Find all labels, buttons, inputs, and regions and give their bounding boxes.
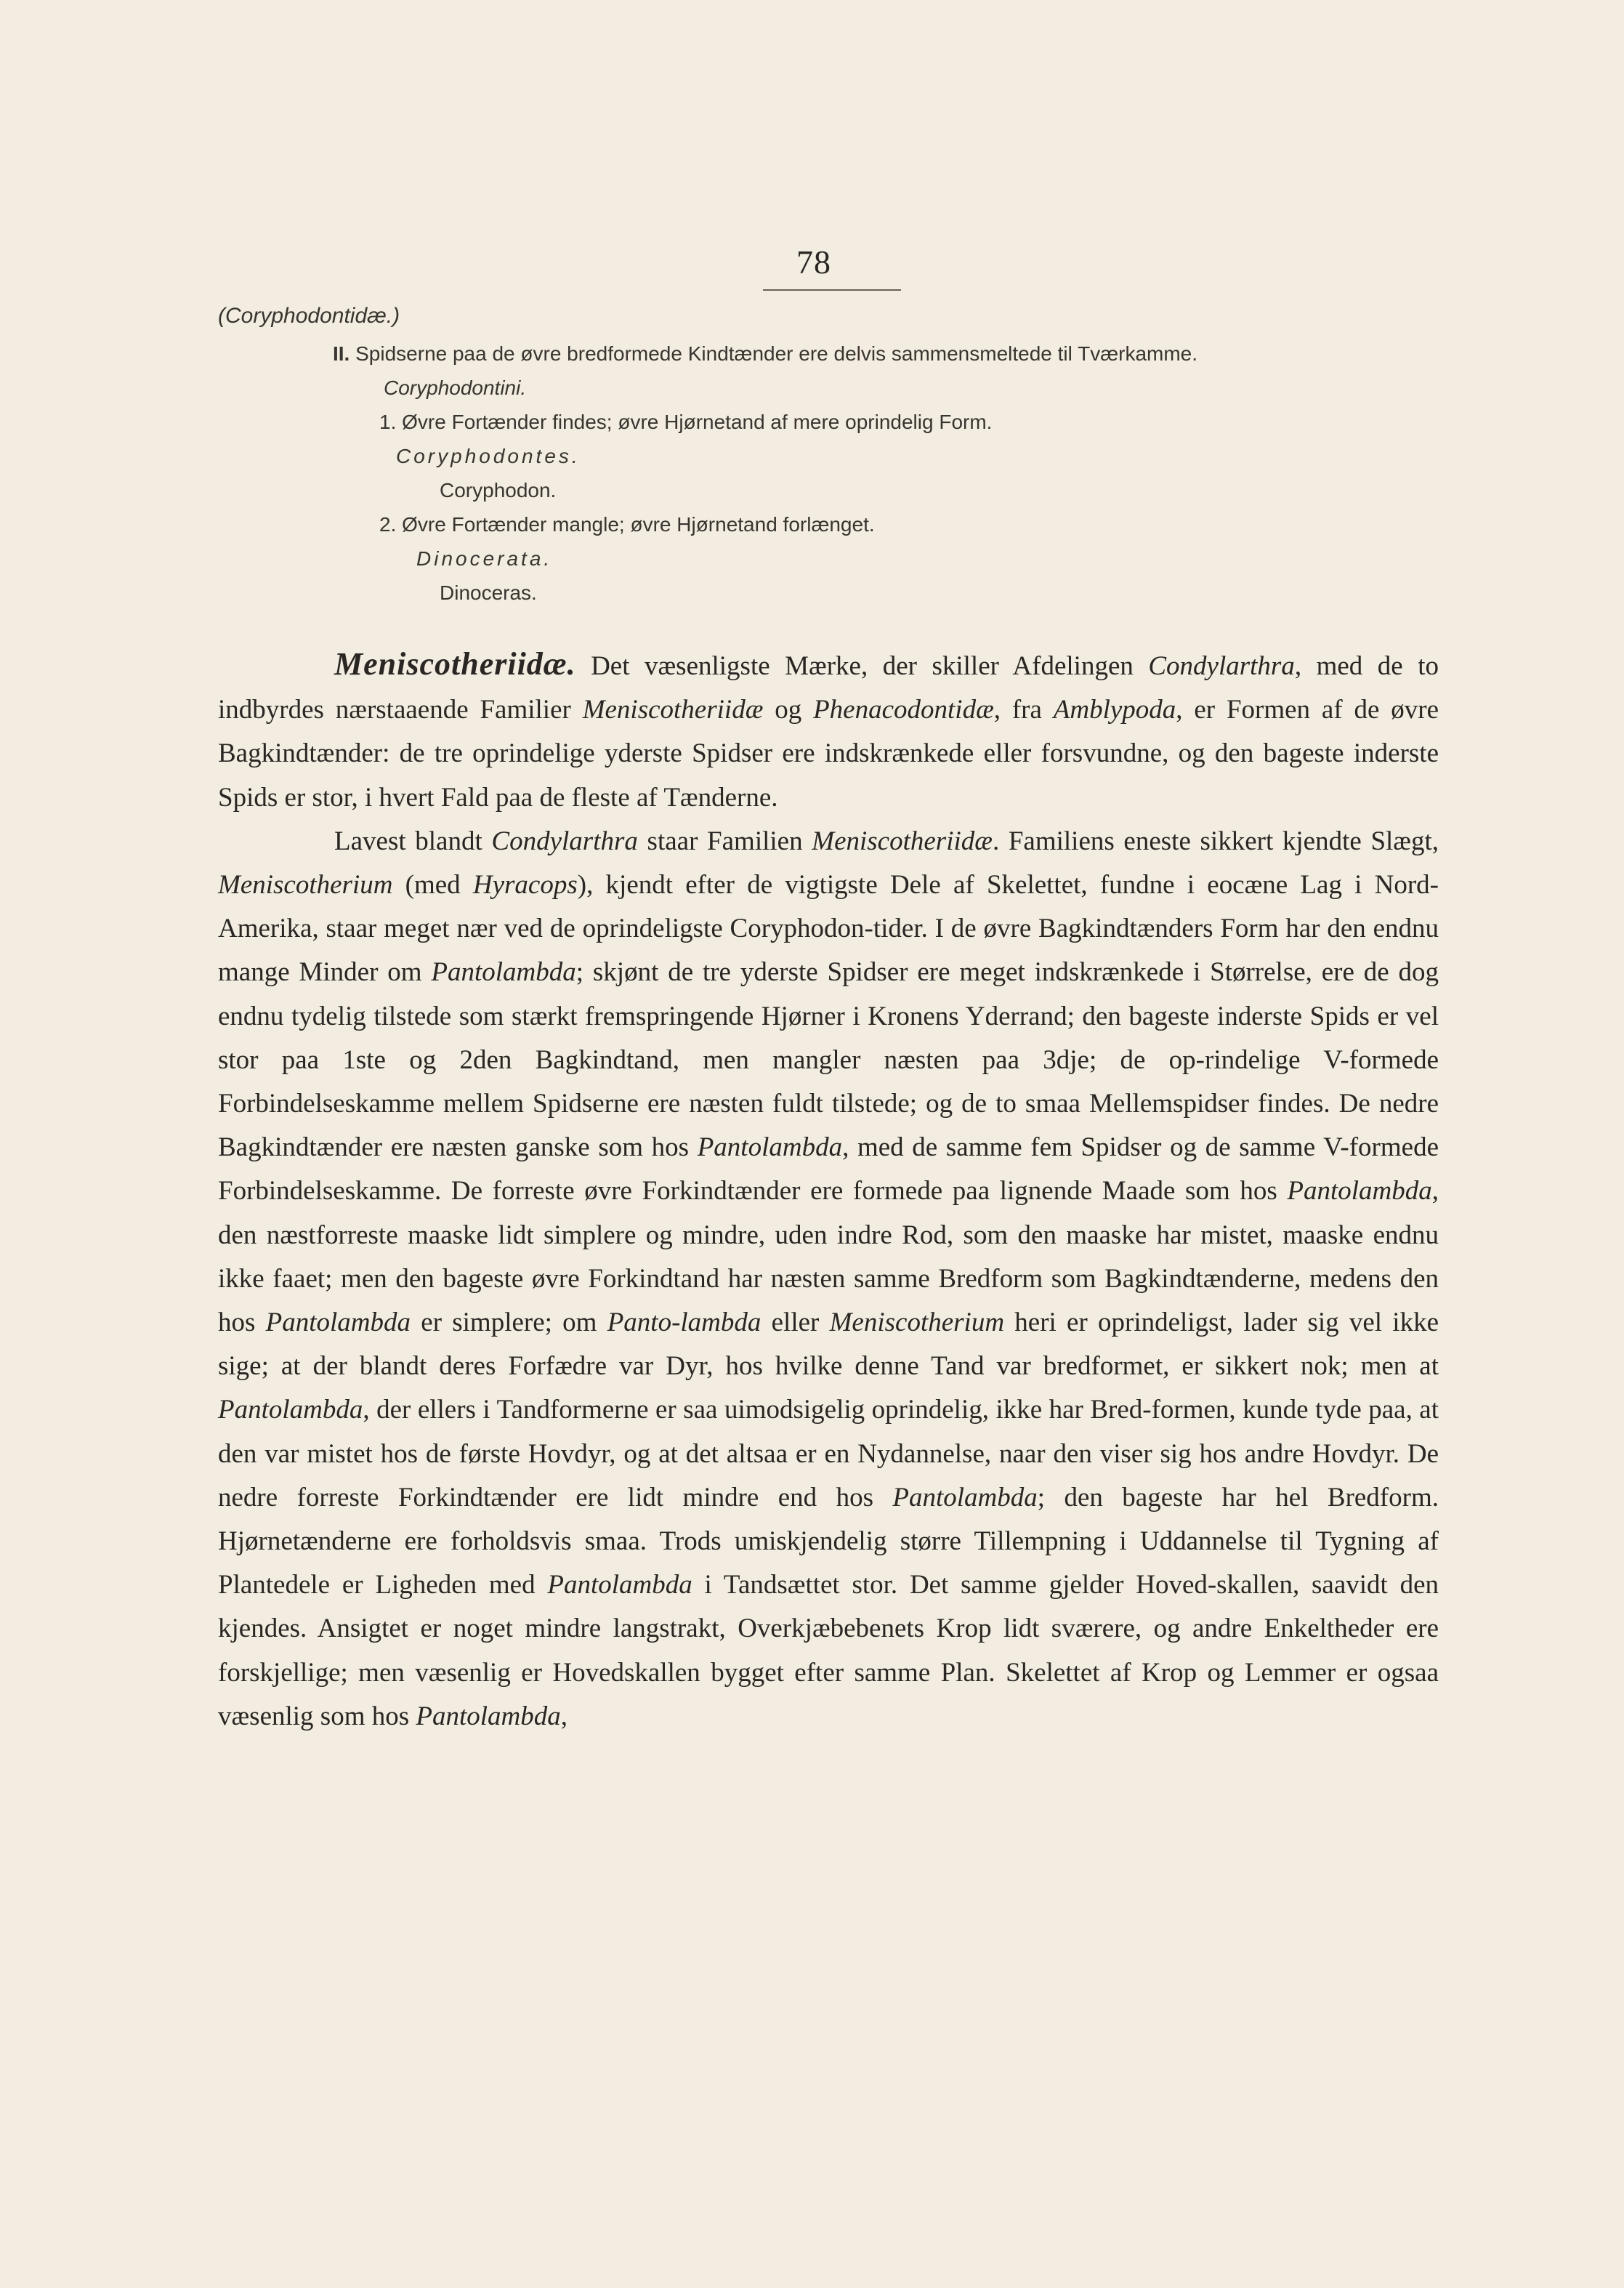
genus-name: Amblypoda — [1053, 695, 1176, 725]
classification-line-1 — [333, 342, 1197, 366]
paragraph-lavest — [218, 820, 1439, 1739]
text-span: ; den bageste har hel Bredform. Hjørnetænderne ere forholdsvis smaa. Trods umiskjendelig større Tillempning i Uddannelse til Tygning af Plantedele er Ligheden med — [218, 1482, 1439, 1600]
classification-line-7: Dinocerata. — [416, 547, 553, 570]
text-span: , der ellers i Tandformerne er saa uimodsigelig oprindelig, ikke har Bred-formen, kunde tyde paa, at den var mistet hos de første Hovdyr, og at det altsaa er en Nydannelse, naar den viser sig hos andre Hovdyr. De nedre forreste Forkindtænder ere lidt mindre end hos — [218, 1395, 1439, 1512]
text-span: er simplere; om — [411, 1308, 607, 1338]
classification-line-3 — [379, 410, 992, 435]
genus-name: Meniscotherium — [218, 870, 393, 901]
genus-name: Meniscotherium — [829, 1308, 1005, 1338]
text-span: og — [763, 695, 814, 725]
text-span: eller — [761, 1308, 830, 1338]
text-span: , med de samme fem Spidser og de samme V-formede Forbindelseskamme. De forreste øvre Forkindtænder ere formede paa lignende Maade som hos — [218, 1132, 1439, 1207]
text-span: Lavest blandt — [334, 826, 492, 856]
genus-name: Pantolambda — [218, 1395, 363, 1425]
classification-text: Øvre Fortænder findes; øvre Hjørnetand af mere oprindelig Form. — [402, 411, 993, 433]
classification-line-5: Coryphodon. — [440, 479, 557, 501]
genus-name: Pantolambda — [697, 1132, 843, 1163]
classification-text: Spidserne paa de øvre bredformede Kindtænder ere delvis sammensmeltede til Tværkamme. — [355, 342, 1198, 365]
genus-name: Pantolambda — [265, 1308, 411, 1338]
paragraph-meniscotheriidae — [218, 643, 1439, 820]
text-span: staar Familien — [637, 826, 812, 856]
page-number-rule — [763, 289, 901, 291]
genus-name: Pantolambda — [547, 1570, 692, 1600]
classification-text: Øvre Fortænder mangle; øvre Hjørnetand forlænget. — [402, 513, 875, 536]
genus-name: Meniscotheriidæ — [812, 826, 993, 856]
classification-line-6 — [379, 512, 875, 537]
text-span: Det væsenligste Mærke, der skiller Afdelingen — [575, 651, 1149, 681]
classification-marker: 2. — [379, 513, 397, 536]
genus-name: Pantolambda — [416, 1701, 561, 1731]
genus-name: Pantolambda — [1287, 1176, 1432, 1207]
text-span: heri er oprindeligst, lader sig vel ikke sige; at der blandt deres Forfædre var Dyr, hos hvilke denne Tand var bredformet, er sikkert nok; men at — [218, 1308, 1439, 1382]
classification-line-4: Coryphodontes. — [396, 445, 581, 467]
genus-name: Phenacodontidæ — [813, 695, 994, 725]
text-span: , — [560, 1701, 568, 1731]
section-heading: Meniscotheriidæ. — [334, 646, 576, 682]
genus-name: Hyracops — [472, 870, 578, 901]
classification-marker: 1. — [379, 411, 397, 433]
genus-name: Meniscotheriidæ — [582, 695, 764, 725]
text-span: . Familiens eneste sikkert kjendte Slægt, — [992, 826, 1439, 856]
genus-name: Condylarthra — [491, 826, 638, 856]
page-number: 78 — [796, 243, 831, 281]
genus-name: Pantolambda — [431, 957, 576, 988]
genus-name: Pantolambda — [892, 1482, 1038, 1512]
text-span: ; skjønt de tre yderste Spidser ere meget indskrænkede i Størrelse, ere de dog endnu tydelig tilstede som stærkt fremspringende Hjørner i Kronens Yderrand; den bageste inderste Spids er vel stor paa 1ste og 2den Bagkindtand, men mangler næsten paa 3dje; de op-rindelige V-formede Forbindelseskamme mellem Spidserne ere næsten fuldt tilstede; og de to smaa Mellemspidser findes. De nedre Bagkindtænder ere næsten ganske som hos — [218, 957, 1439, 1163]
text-span: (med — [392, 870, 473, 901]
classification-marker: II. — [333, 342, 350, 365]
genus-name: Condylarthra — [1148, 651, 1295, 681]
genus-name: Panto-lambda — [607, 1308, 761, 1338]
text-span: , er Formen af de øvre Bagkindtænder: de tre oprindelige yderste Spidser ere indskrænkede eller forsvundne, og den bageste inderste Spids er stor, i hvert Fald paa de fleste af Tænderne. — [218, 695, 1439, 813]
text-span: i Tandsættet stor. Det samme gjelder Hoved-skallen, saavidt den kjendes. Ansigtet er noget mindre langstrakt, Overkjæbebenets Krop lidt sværere, og andre Enkeltheder ere forskjellige; men væsenlig er Hovedskallen bygget efter samme Plan. Skelettet af Krop og Lemmer er ogsaa væsenlig som hos — [218, 1570, 1439, 1731]
classification-line-8: Dinoceras. — [440, 581, 537, 604]
classification-line-2: Coryphodontini. — [384, 376, 527, 399]
text-span: , fra — [993, 695, 1054, 725]
text-span: ), kjendt efter de vigtigste Dele af Skelettet, fundne i eocæne Lag i Nord-Amerika, staar meget nær ved de oprindeligste Coryphodon-tider. I de øvre Bagkindtænders Form har den endnu mange Minder om — [218, 870, 1439, 988]
text-span: , med de to indbyrdes nærstaaende Familier — [218, 651, 1439, 725]
family-reference: (Coryphodontidæ.) — [218, 304, 400, 328]
body-text — [218, 643, 1439, 1739]
text-span: , den næstforreste maaske lidt simplere og mindre, uden indre Rod, som den maaske har mistet, maaske endnu ikke faaet; men den bageste øvre Forkindtand har næsten samme Bredform som Bagkindtænderne, medens den hos — [218, 1176, 1439, 1338]
